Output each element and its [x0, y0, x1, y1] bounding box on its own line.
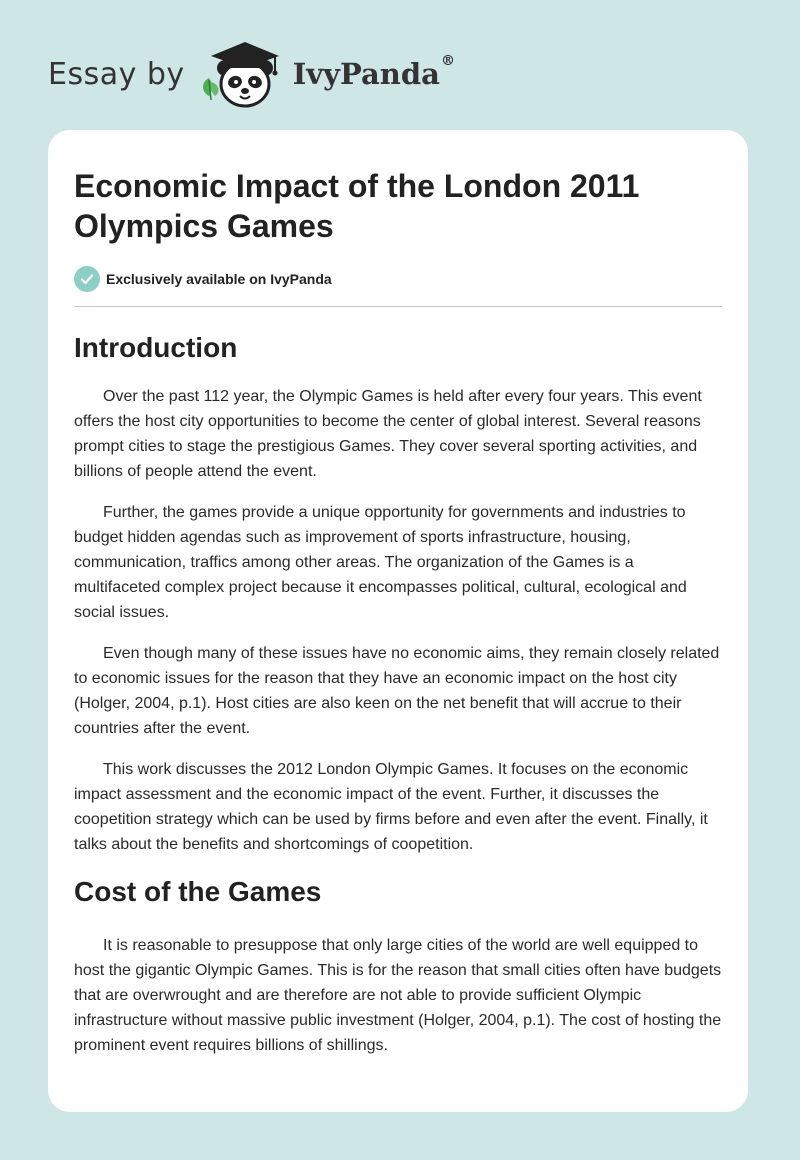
paragraph: It is reasonable to presuppose that only large cities of the world are well equipped to host the gigantic Olympic Games. This is for the reason that small cities often have budgets that are overwrought and are therefore are not able to provide sufficient Olympic infrastructure without massive public investment (Holger, 2004, p.1). The cost of hosting the prominent event requires billions of shillings. — [74, 937, 722, 1054]
exclusive-label: Exclusively available on IvyPanda — [106, 271, 332, 287]
article-title: Economic Impact of the London 2011 Olympics Games — [74, 168, 640, 244]
exclusive-badge — [74, 266, 722, 292]
brand-name: IvyPanda® — [292, 53, 455, 91]
article-card — [48, 130, 748, 1112]
brand-header — [48, 34, 455, 114]
paragraph: This work discusses the 2012 London Olympic Games. It focuses on the economic impact assessment and the economic impact of the event. Further, it discusses the coopetition strategy which can be used by firms before and even after the event. Finally, it talks about the benefits and shortcomings of coopetition. — [74, 761, 708, 853]
divider — [74, 306, 722, 307]
section-heading-cost: Cost of the Games — [74, 876, 322, 907]
check-icon — [74, 266, 100, 292]
registered-mark: ® — [440, 53, 455, 69]
brand-prefix: Essay by — [48, 56, 185, 92]
paragraph: Even though many of these issues have no economic aims, they remain closely related to economic issues for the reason that they have an economic impact on the host city (Holger, 2004, p.1). Host cities are also keen on the net benefit that will accrue to their countries after the event. — [74, 645, 720, 737]
paragraph: Further, the games provide a unique opportunity for governments and industries to budget hidden agendas such as improvement of sports infrastructure, housing, communication, traffics among other areas. The organization of the Games is a multifaceted complex project because it encompasses political, cultural, ecological and social issues. — [74, 504, 687, 621]
paragraph: Over the past 112 year, the Olympic Games is held after every four years. This event offers the host city opportunities to become the center of global interest. Several reasons prompt cities to stage the prestigious Games. They cover several sporting activities, and billions of people attend the event. — [74, 388, 702, 480]
leaf-icon — [203, 78, 218, 100]
panda-graduation-logo-icon[interactable] — [199, 38, 289, 110]
section-heading-introduction: Introduction — [74, 332, 238, 363]
